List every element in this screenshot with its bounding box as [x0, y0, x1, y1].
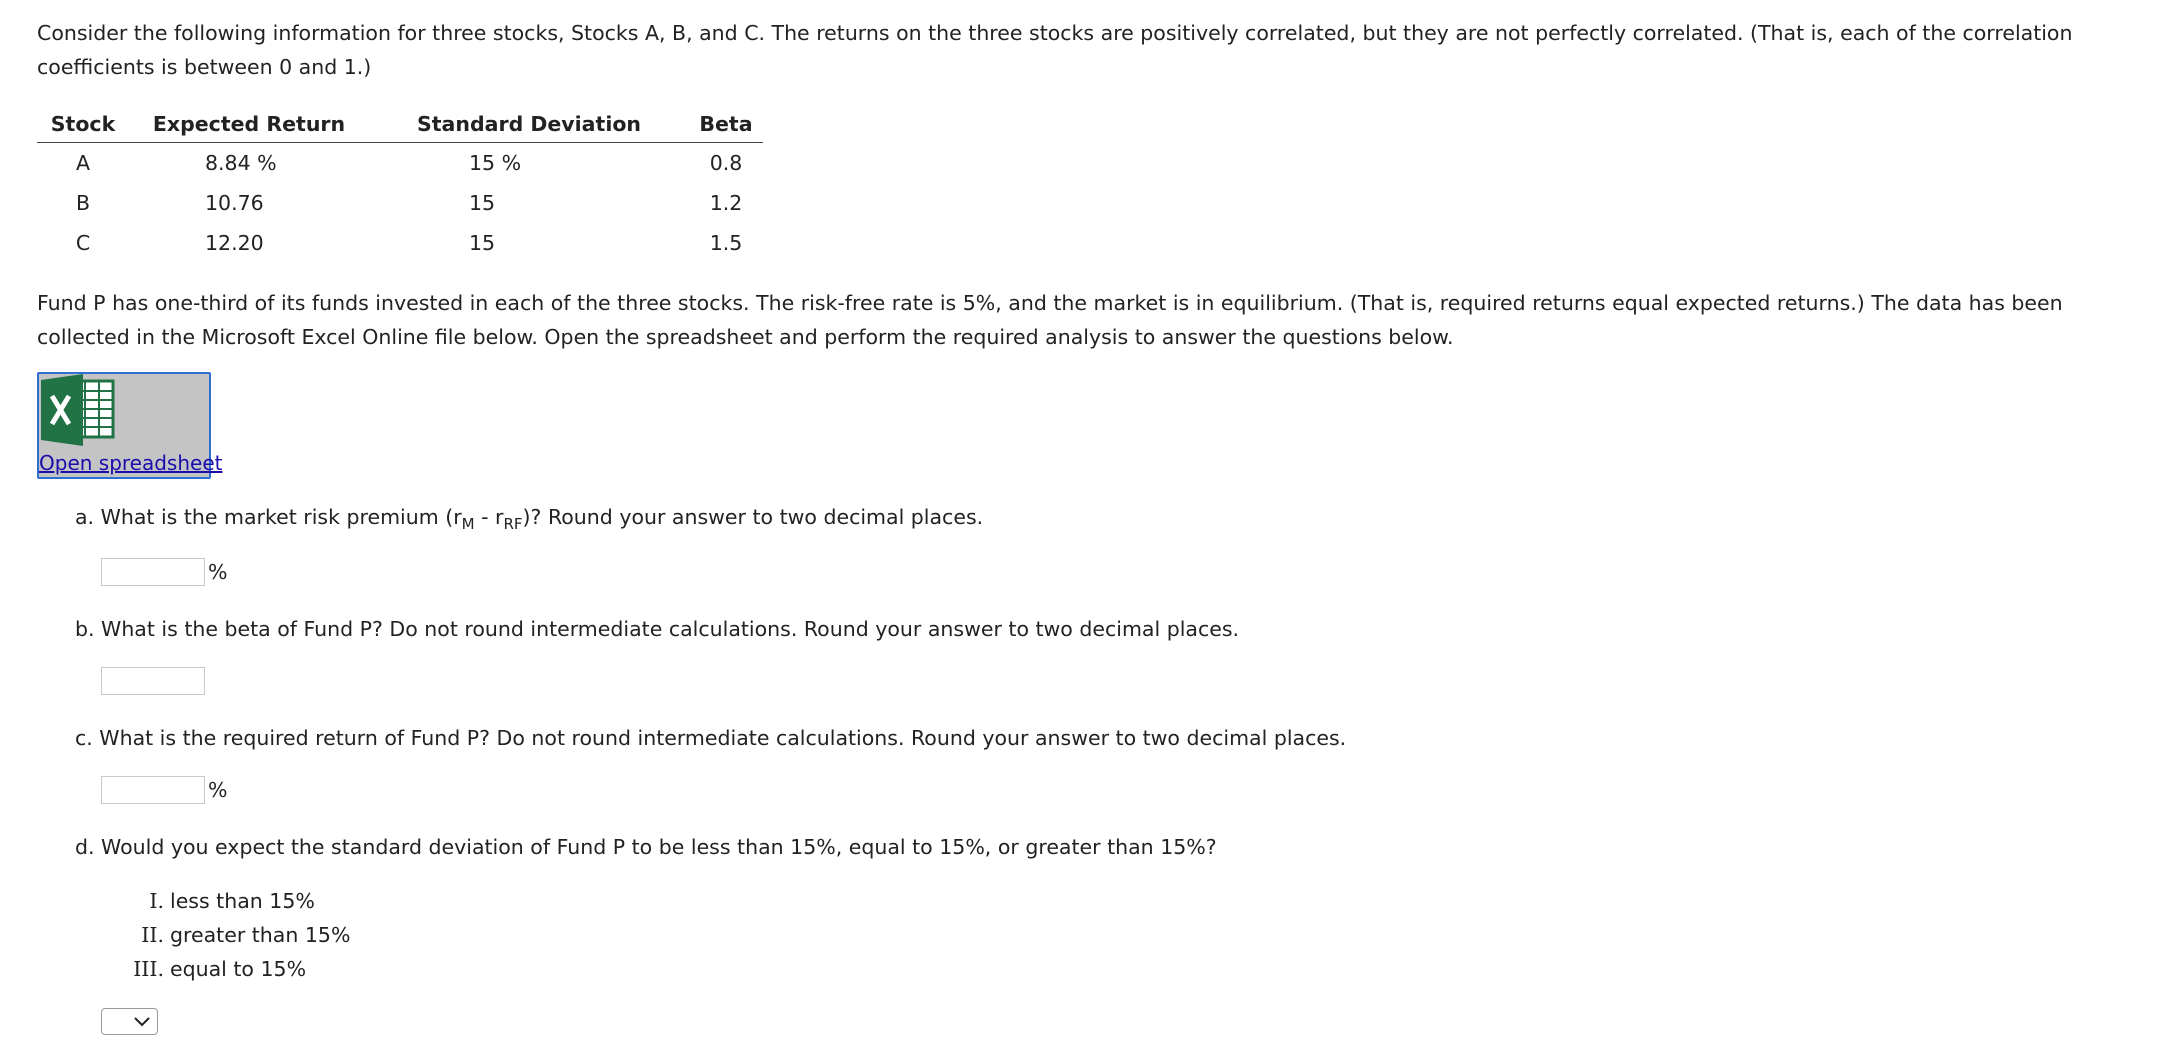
- cell-stock: B: [75, 191, 91, 215]
- intro-paragraph: Consider the following information for three stocks, Stocks A, B, and C. The returns on the three stocks are positively correlated, but they are not perfectly correlated. (That is, each of the correlation coefficients is between 0 and 1.): [37, 21, 2073, 79]
- answer-c-unit: %: [208, 778, 228, 802]
- cell-beta: 0.8: [709, 151, 743, 175]
- cell-stock: A: [75, 151, 91, 175]
- answer-a-unit: %: [208, 560, 228, 584]
- answer-options: [120, 884, 350, 986]
- header-expected-return: Expected Return: [129, 106, 369, 143]
- option-item: [120, 952, 350, 986]
- answer-c-input[interactable]: [101, 776, 205, 804]
- table-row: [37, 183, 763, 223]
- open-spreadsheet-link[interactable]: Open spreadsheet: [39, 451, 223, 475]
- cell-expected-return: 12.20: [205, 231, 264, 255]
- option-label: greater than 15%: [170, 923, 351, 947]
- cell-expected-return: 10.76: [205, 191, 264, 215]
- answer-a-input[interactable]: [101, 558, 205, 586]
- question-b: b. What is the beta of Fund P? Do not round intermediate calculations. Round your answer to two decimal places.: [75, 617, 1240, 641]
- fund-paragraph: Fund P has one-third of its funds invested in each of the three stocks. The risk-free rate is 5%, and the market is in equilibrium. (That is, required returns equal expected returns.) The data has been collected in the Microsoft Excel Online file below. Open the spreadsheet and perform the required analysis to answer the questions below.: [37, 291, 2063, 349]
- question-a-sub-m: M: [461, 515, 475, 533]
- cell-beta: 1.5: [709, 231, 743, 255]
- question-a-sub-rf: RF: [503, 515, 523, 533]
- cell-standard-deviation: 15: [469, 191, 496, 215]
- question-a-text-pre: a. What is the market risk premium (r: [75, 505, 462, 529]
- header-stock: Stock: [37, 106, 129, 143]
- question-c: c. What is the required return of Fund P? Do not round intermediate calculations. Round your answer to two decimal places.: [75, 726, 1347, 750]
- chevron-down-icon: [134, 1017, 150, 1027]
- option-numeral: II.: [141, 923, 164, 947]
- option-label: less than 15%: [170, 889, 315, 913]
- stock-table: [37, 106, 763, 263]
- option-numeral: I.: [149, 889, 164, 913]
- table-row: [37, 223, 763, 263]
- open-spreadsheet-button[interactable]: [37, 372, 223, 479]
- cell-standard-deviation: 15: [469, 231, 496, 255]
- cell-beta: 1.2: [709, 191, 743, 215]
- question-a: [75, 500, 2135, 534]
- option-label: equal to 15%: [170, 957, 307, 981]
- cell-standard-deviation: 15 %: [469, 151, 522, 175]
- answer-b-input[interactable]: [101, 667, 205, 695]
- question-a-text-post: )? Round your answer to two decimal places.: [522, 505, 984, 529]
- table-row: [37, 143, 763, 184]
- option-item: [120, 884, 350, 918]
- header-beta: Beta: [689, 106, 763, 143]
- table-header-row: [37, 106, 763, 143]
- cell-stock: C: [75, 231, 91, 255]
- cell-expected-return: 8.84 %: [205, 151, 277, 175]
- header-standard-deviation: Standard Deviation: [369, 106, 689, 143]
- option-numeral: III.: [133, 957, 164, 981]
- answer-d-select[interactable]: [101, 1008, 158, 1035]
- option-item: [120, 918, 350, 952]
- question-d: d. Would you expect the standard deviation of Fund P to be less than 15%, equal to 15%, or greater than 15%?: [75, 835, 1217, 859]
- question-a-text-mid: - r: [474, 505, 504, 529]
- excel-icon: [39, 374, 119, 448]
